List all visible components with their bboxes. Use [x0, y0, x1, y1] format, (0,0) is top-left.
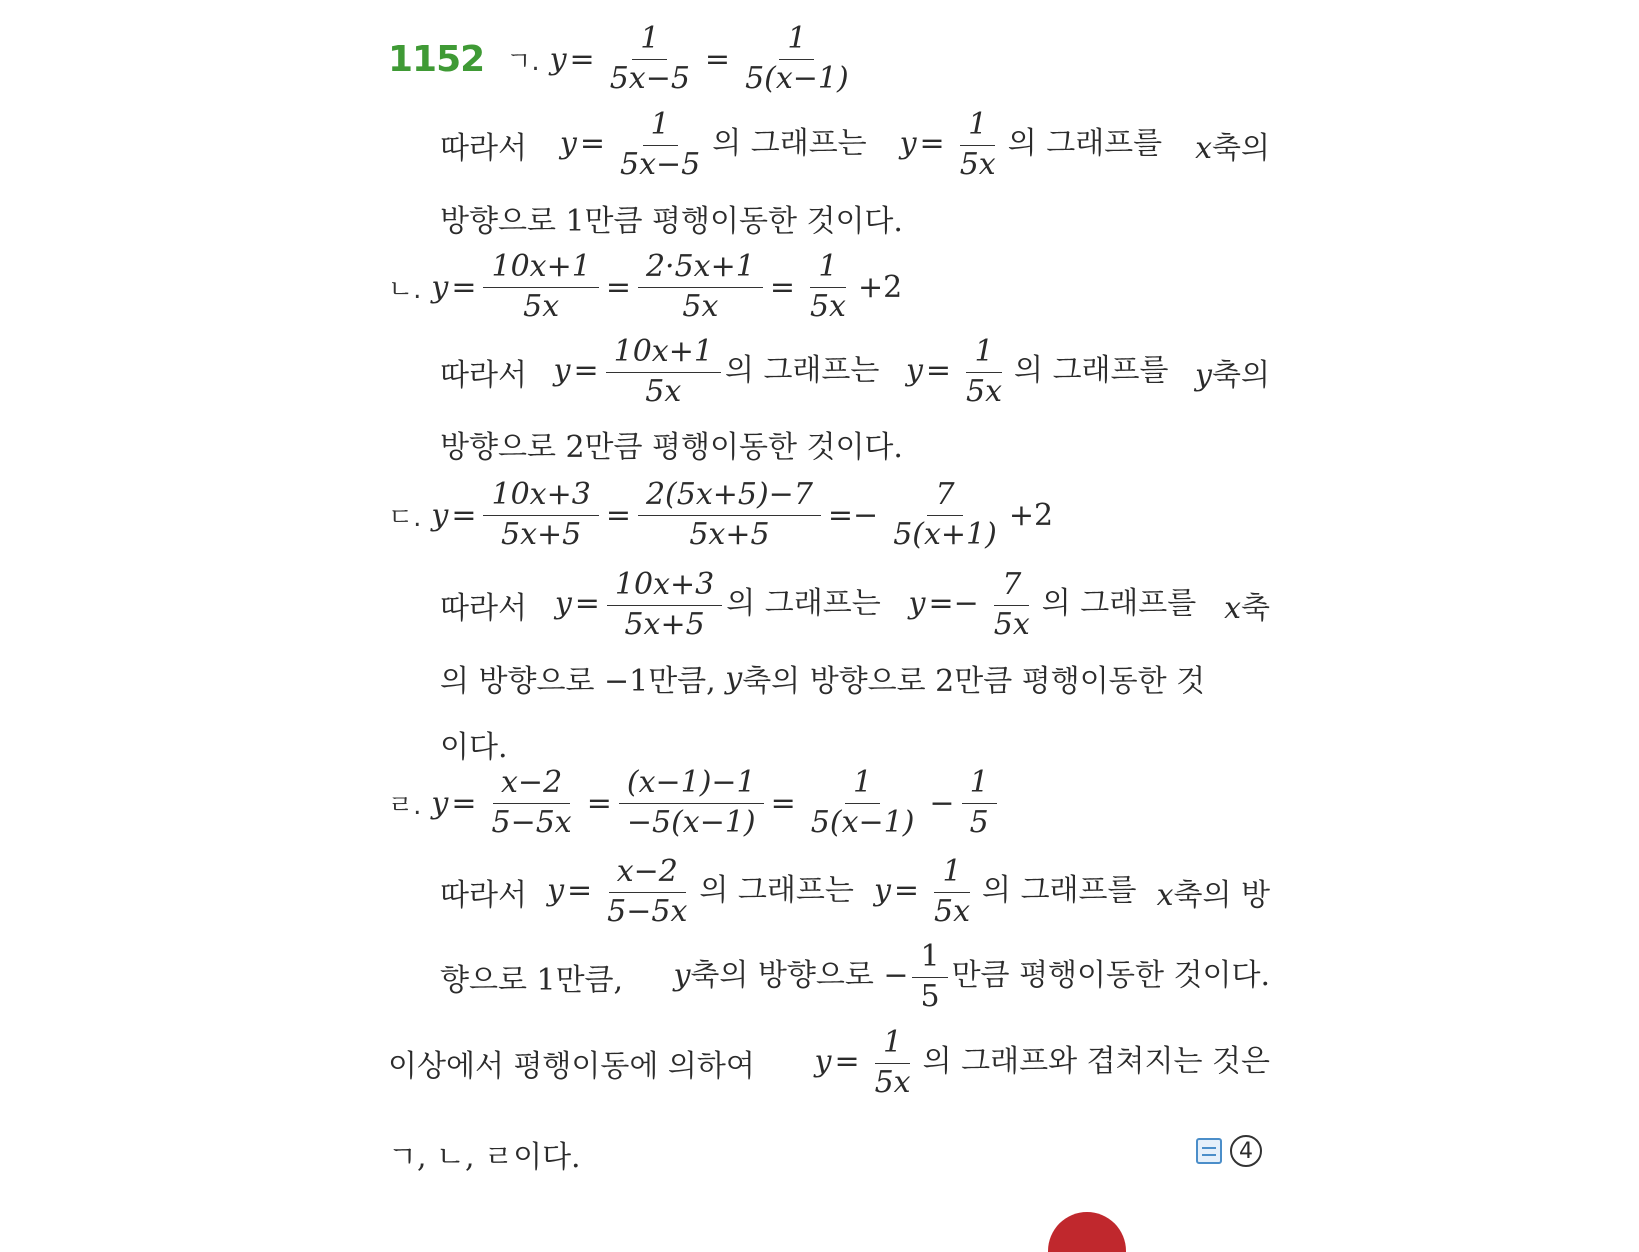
denominator: 5(x+1) — [893, 516, 997, 552]
text-run: 의 그래프를 — [982, 873, 1137, 908]
text-run: 향으로 1만큼, — [440, 963, 624, 998]
numerator: 1 — [845, 766, 880, 804]
fraction — [958, 335, 1010, 409]
denominator: 5x+5 — [624, 606, 705, 642]
operator: =− — [928, 586, 979, 621]
section-marker: ㄹ. — [388, 790, 422, 821]
problem-number: 1152 — [388, 38, 485, 80]
page-marker-tab — [1048, 1212, 1126, 1252]
text-run: 의 그래프를 — [1007, 126, 1163, 161]
operator: = — [451, 269, 477, 305]
operator: − — [929, 785, 955, 821]
text-run: 따라서 — [440, 591, 527, 626]
denominator: 5x+5 — [501, 516, 582, 552]
operator: = — [451, 785, 477, 821]
numerator: 1 — [810, 250, 845, 288]
fraction — [483, 766, 579, 840]
text-run: 의 그래프를 — [1014, 353, 1169, 388]
math-axis: x — [1224, 591, 1241, 626]
denominator: 5x — [934, 893, 971, 929]
operator: = — [769, 269, 795, 305]
math-y: y — [873, 873, 891, 908]
answer — [1196, 1135, 1262, 1167]
section-d-line-2 — [440, 940, 1270, 1014]
numerator: 1 — [643, 108, 678, 146]
denominator: 5 — [920, 978, 940, 1014]
section-c-equation — [388, 478, 1218, 552]
denominator: 5x — [959, 146, 996, 182]
fraction — [599, 855, 695, 929]
text-run: 이다. — [440, 730, 508, 765]
denominator: 5x — [874, 1064, 911, 1100]
numerator: 2·5x+1 — [638, 250, 763, 288]
math-y: y — [553, 353, 571, 388]
text-run: 따라서 — [440, 878, 527, 913]
numerator: 1 — [875, 1026, 910, 1064]
section-b-line-2 — [440, 422, 1270, 466]
denominator: 5(x−1) — [810, 804, 915, 840]
operator: =− — [827, 497, 879, 533]
conclusion-line-1 — [388, 1026, 1270, 1100]
fraction — [607, 568, 722, 642]
operator: = — [574, 586, 600, 621]
fraction — [483, 250, 598, 324]
operator: = — [567, 873, 593, 908]
operator: = — [569, 41, 595, 77]
section-b-line-1 — [440, 335, 1270, 409]
numerator: 10x+3 — [483, 478, 598, 516]
operator: = — [770, 785, 796, 821]
fraction — [602, 22, 698, 96]
operator: = — [605, 269, 631, 305]
denominator: 5 — [969, 804, 989, 840]
math-y: y — [431, 269, 449, 305]
denominator: 5x — [645, 373, 682, 409]
fraction — [803, 766, 923, 840]
math-y: y — [899, 126, 917, 161]
numerator: 1 — [960, 108, 995, 146]
section-a-equation — [388, 22, 1218, 96]
denominator: 5x — [993, 606, 1030, 642]
fraction — [737, 22, 857, 96]
fraction — [986, 568, 1038, 642]
math-y: y — [431, 785, 449, 821]
text-run: 방향으로 2만큼 평행이동한 것이다. — [440, 430, 903, 465]
fraction — [638, 478, 821, 552]
denominator: 5x — [809, 288, 846, 324]
math-y: y — [554, 586, 572, 621]
numerator: (x−1)−1 — [619, 766, 764, 804]
section-d-line-1 — [440, 855, 1270, 929]
fraction — [926, 855, 978, 929]
text-run: 의 그래프와 겹쳐지는 것은 — [922, 1044, 1270, 1079]
numerator: 1 — [779, 22, 814, 60]
text-run: +2 — [857, 269, 903, 305]
text-run: +2 — [1008, 497, 1054, 533]
math-y: y — [549, 41, 567, 77]
text-run: 따라서 — [440, 131, 527, 166]
numerator: 2(5x+5)−7 — [638, 478, 821, 516]
text-run: 의 그래프는 — [699, 873, 854, 908]
denominator: 5x−5 — [619, 146, 701, 182]
numerator: x−2 — [609, 855, 686, 893]
denominator: 5−5x — [607, 893, 688, 929]
section-marker: ㄱ. — [506, 46, 540, 77]
fraction — [612, 108, 708, 182]
math-y: y — [905, 353, 923, 388]
math-axis: x — [1195, 131, 1212, 166]
fraction — [619, 766, 764, 840]
text-run: 축의 방향으로 − — [690, 958, 909, 993]
fraction — [638, 250, 763, 324]
text-run: 의 그래프는 — [712, 126, 867, 161]
text-run: 방향으로 1만큼 평행이동한 것이다. — [440, 204, 903, 239]
fraction — [867, 1026, 919, 1100]
denominator: 5x — [682, 288, 719, 324]
text-run: 따라서 — [440, 358, 527, 393]
text-run: 이상에서 평행이동에 의하여 — [388, 1049, 755, 1084]
denominator: 5x−5 — [609, 60, 690, 96]
text-run: 만큼 평행이동한 것이다. — [951, 958, 1270, 993]
math-y: y — [431, 497, 449, 533]
section-a-line-2 — [440, 196, 1270, 240]
text-run: 의 그래프는 — [726, 586, 881, 621]
text-run: 의 그래프를 — [1041, 586, 1197, 621]
numerator: 10x+3 — [607, 568, 722, 606]
numerator: 10x+1 — [606, 335, 721, 373]
numerator: 1 — [966, 335, 1001, 373]
denominator: 5x — [523, 288, 560, 324]
fraction — [802, 250, 854, 324]
math-y: y — [559, 126, 577, 161]
operator: = — [579, 126, 605, 161]
denominator: 5x — [966, 373, 1003, 409]
numerator: 1 — [632, 22, 667, 60]
text-run: 축의 방향으로 2만큼 평행이동한 것 — [742, 664, 1206, 699]
math-axis: x — [1156, 878, 1174, 913]
fraction — [885, 478, 1005, 552]
text-run: 축의 방 — [1173, 878, 1270, 913]
section-c-line-3 — [440, 722, 1270, 766]
conclusion-line-2 — [388, 1132, 1218, 1176]
operator: = — [893, 873, 920, 908]
operator: = — [834, 1044, 860, 1079]
operator: = — [919, 126, 945, 161]
operator: = — [925, 353, 952, 388]
answer-icon — [1196, 1138, 1222, 1164]
math-axis: y — [1195, 358, 1212, 393]
fraction — [606, 335, 721, 409]
section-c-line-1 — [440, 568, 1270, 642]
section-marker: ㄴ. — [388, 274, 422, 305]
section-c-line-2 — [440, 656, 1270, 700]
operator: = — [586, 785, 612, 821]
fraction — [952, 108, 1004, 182]
text-run: 의 방향으로 −1만큼, — [440, 664, 716, 699]
text-run: 의 그래프는 — [724, 353, 880, 388]
fraction — [962, 766, 997, 840]
operator: = — [573, 353, 599, 388]
text-run: 축 — [1241, 591, 1270, 626]
numerator: 7 — [927, 478, 962, 516]
text-run: 축의 — [1212, 358, 1270, 393]
math-y: y — [814, 1044, 832, 1079]
math-axis: y — [673, 958, 691, 993]
fraction — [912, 940, 947, 1014]
operator: = — [704, 41, 731, 77]
section-b-equation — [388, 250, 1218, 324]
math-axis: y — [725, 660, 743, 696]
denominator: −5(x−1) — [626, 804, 756, 840]
math-y: y — [908, 586, 926, 621]
answer-choice: 4 — [1230, 1135, 1262, 1167]
numerator: 1 — [912, 940, 947, 978]
numerator: x−2 — [493, 766, 570, 804]
numerator: 10x+1 — [483, 250, 598, 288]
text-run: 축의 — [1212, 131, 1270, 166]
numerator: 1 — [962, 766, 997, 804]
section-d-equation — [388, 766, 1218, 840]
denominator: 5(x−1) — [745, 60, 849, 96]
denominator: 5x+5 — [689, 516, 770, 552]
denominator: 5−5x — [491, 804, 572, 840]
operator: = — [605, 497, 631, 533]
text-run: ㄱ, ㄴ, ㄹ이다. — [388, 1140, 581, 1175]
math-y: y — [547, 873, 565, 908]
fraction — [483, 478, 598, 552]
numerator: 7 — [994, 568, 1029, 606]
numerator: 1 — [934, 855, 969, 893]
section-a-line-1 — [440, 108, 1270, 182]
section-marker: ㄷ. — [388, 502, 422, 533]
operator: = — [451, 497, 477, 533]
